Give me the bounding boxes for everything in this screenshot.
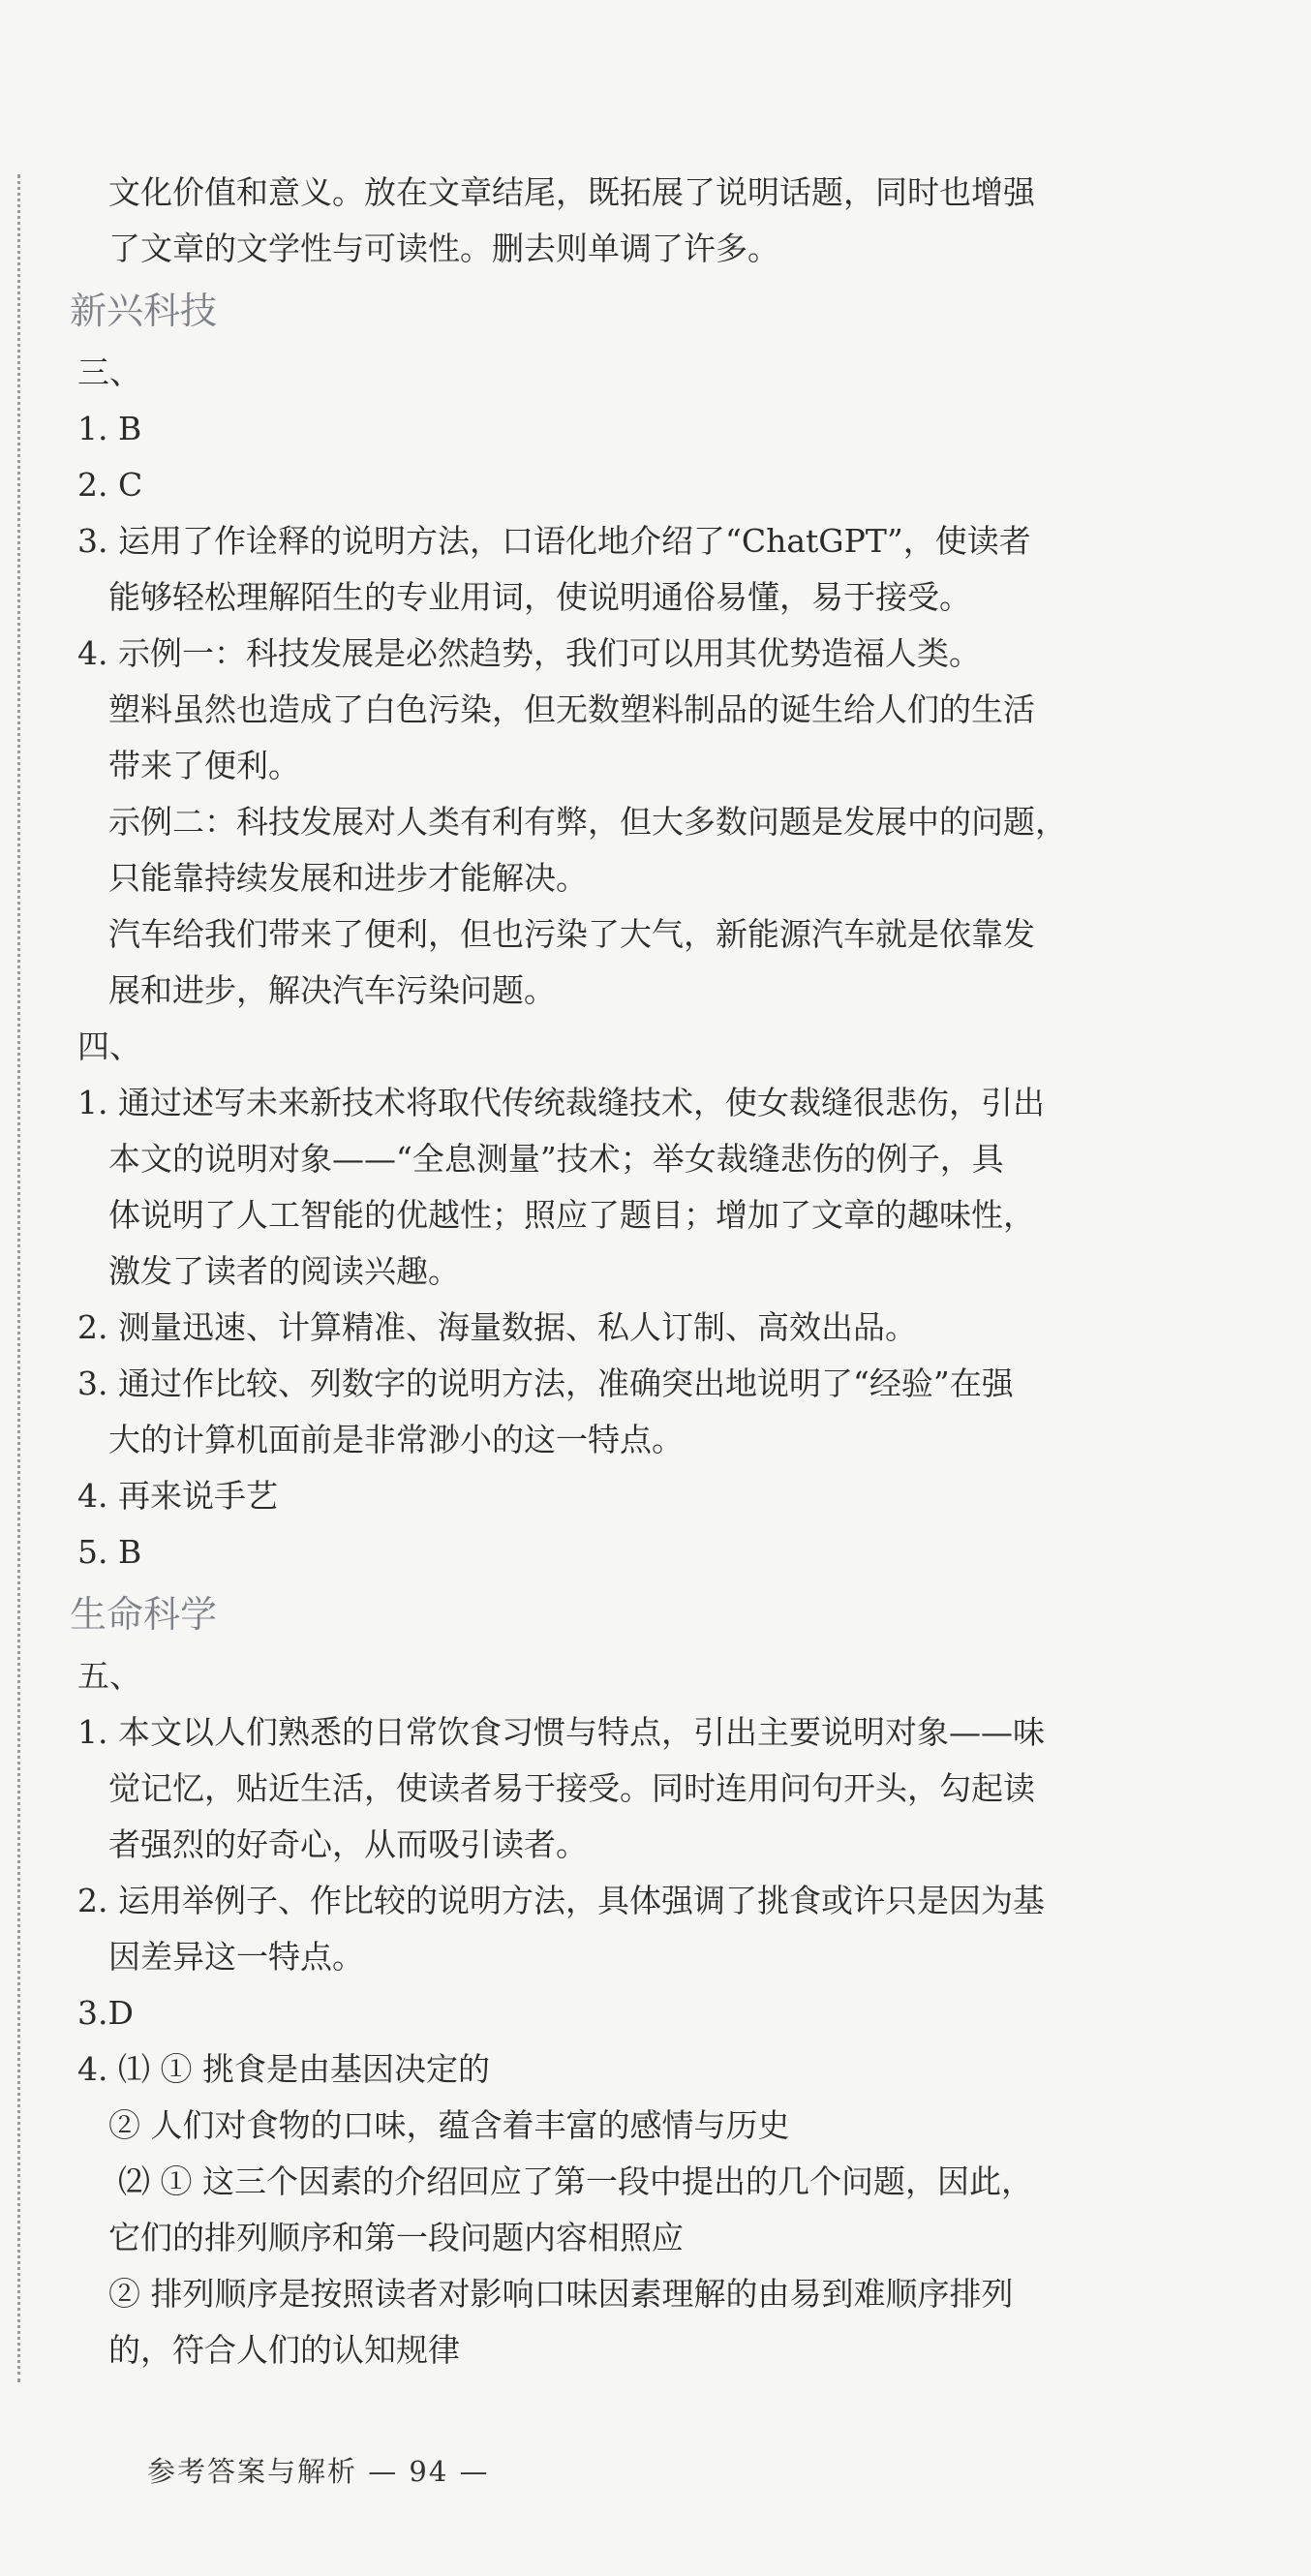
answer-line: 展和进步，解决汽车污染问题。 <box>108 971 556 1009</box>
answer-line: 只能靠持续发展和进步才能解决。 <box>108 859 588 897</box>
answer-line: 的，符合人们的认知规律 <box>108 2331 460 2369</box>
answer-line: 激发了读者的阅读兴趣。 <box>108 1252 460 1290</box>
answer-line: 5. B <box>77 1533 142 1571</box>
answer-line: 因差异这一特点。 <box>108 1938 364 1976</box>
answer-line: 4. ⑴ ① 挑食是由基因决定的 <box>77 2050 490 2088</box>
answer-line: 大的计算机面前是非常渺小的这一特点。 <box>108 1421 684 1458</box>
answer-line: 了文章的文学性与可读性。删去则单调了许多。 <box>108 230 779 267</box>
page-footer: 参考答案与解析 — 94 — <box>147 2455 490 2488</box>
answer-line: 本文的说明对象——“全息测量”技术；举女裁缝悲伤的例子，具 <box>108 1140 1004 1178</box>
answer-line: 塑料虽然也造成了白色污染，但无数塑料制品的诞生给人们的生活 <box>108 690 1035 728</box>
answer-line: 示例二：科技发展对人类有利有弊，但大多数问题是发展中的问题， <box>108 803 1067 841</box>
section-heading: 新兴科技 <box>70 290 218 332</box>
answer-line: 汽车给我们带来了便利，但也污染了大气，新能源汽车就是依靠发 <box>108 915 1035 953</box>
answer-line: 3.D <box>77 1994 134 2032</box>
answer-line: 4. 再来说手艺 <box>77 1477 278 1515</box>
answer-line: 3. 运用了作诠释的说明方法，口语化地介绍了“ChatGPT”，使读者 <box>77 522 1031 560</box>
answer-line: ② 排列顺序是按照读者对影响口味因素理解的由易到难顺序排列 <box>108 2275 1014 2313</box>
answer-line: 它们的排列顺序和第一段问题内容相照应 <box>108 2219 684 2256</box>
section-number: 三、 <box>77 353 141 391</box>
answer-line: 1. 通过述写未来新技术将取代传统裁缝技术，使女裁缝很悲伤，引出 <box>77 1084 1045 1121</box>
answer-line: 2. 运用举例子、作比较的说明方法，具体强调了挑食或许只是因为基 <box>77 1882 1045 1919</box>
answer-line: 觉记忆，贴近生活，使读者易于接受。同时连用问句开头，勾起读 <box>108 1769 1035 1807</box>
answer-line: 者强烈的好奇心，从而吸引读者。 <box>108 1825 588 1863</box>
answer-line: 带来了便利。 <box>108 747 300 784</box>
answer-line: 能够轻松理解陌生的专业用词，使说明通俗易懂，易于接受。 <box>108 578 971 616</box>
section-heading: 生命科学 <box>70 1593 218 1636</box>
section-number: 四、 <box>77 1027 141 1065</box>
answer-line: 1. B <box>77 410 142 447</box>
answer-line: 体说明了人工智能的优越性；照应了题目；增加了文章的趣味性， <box>108 1196 1035 1234</box>
answer-line: 1. 本文以人们熟悉的日常饮食习惯与特点，引出主要说明对象——味 <box>77 1713 1045 1751</box>
answer-line: ② 人们对食物的口味，蕴含着丰富的感情与历史 <box>108 2106 790 2144</box>
section-number: 五、 <box>77 1657 141 1695</box>
answer-line: 2. 测量迅速、计算精准、海量数据、私人订制、高效出品。 <box>77 1308 917 1346</box>
answer-line: ⑵ ① 这三个因素的介绍回应了第一段中提出的几个问题，因此， <box>118 2162 1033 2200</box>
answer-line: 4. 示例一：科技发展是必然趋势，我们可以用其优势造福人类。 <box>77 634 981 672</box>
answer-line: 文化价值和意义。放在文章结尾，既拓展了说明话题，同时也增强 <box>108 173 1035 211</box>
answer-line: 3. 通过作比较、列数字的说明方法，准确突出地说明了“经验”在强 <box>77 1365 1014 1402</box>
answer-content <box>0 165 1311 2378</box>
answer-line: 2. C <box>77 466 143 504</box>
